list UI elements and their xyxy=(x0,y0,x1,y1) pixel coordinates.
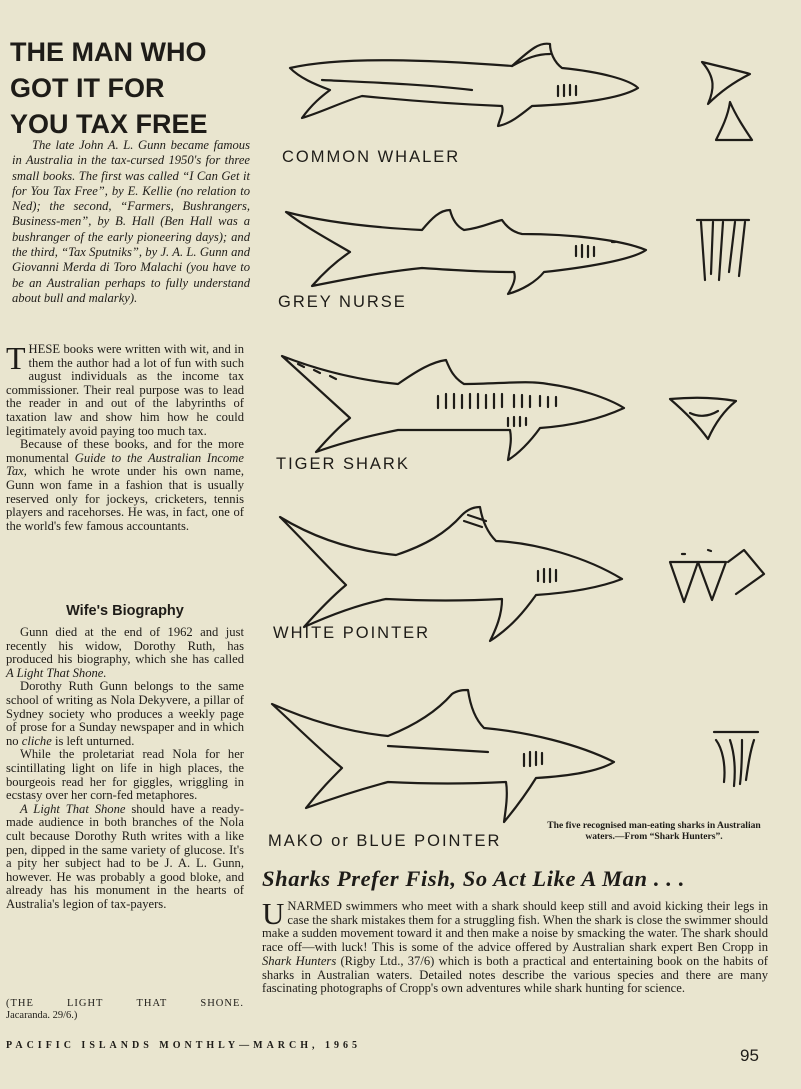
grey-nurse-tooth-icon xyxy=(695,218,755,288)
shark-label-white-pointer: WHITE POINTER xyxy=(273,624,431,642)
body-paragraph: Gunn died at the end of 1962 and just recently his widow, Dorothy Ruth, has produced his biography, which she has called xyxy=(6,625,244,667)
body-paragraph: HESE books were written with wit, and in them the author had a lot of fun with such august individuals as the income tax commissioner. Their real purpose was to lead the reader in and out of the labyrinths of taxation law and show him how he could legitimately avoid paying too much tax. xyxy=(6,342,244,438)
grey-nurse-illustration xyxy=(282,198,652,298)
illustration-caption: The five recognised man-eating sharks in Australian waters.—From “Shark Hunters”. xyxy=(547,820,761,842)
drop-cap: U xyxy=(262,896,285,931)
white-pointer-tooth-icon xyxy=(668,548,768,608)
shark-label-common-whaler: COMMON WHALER xyxy=(282,148,461,166)
shark-label-mako: MAKO or BLUE POINTER xyxy=(268,832,502,850)
shark-article-title: Sharks Prefer Fish, So Act Like A Man . . . xyxy=(262,866,685,891)
body-paragraph: should have a ready-made audience in both branches of the Nola cult because Dorothy Ruth writes with a like pen, dipped in the same variety of glucose. It's a pity her subject had to be J. A. L. Gunn, however. He was probably a good bloke, and already has his monument in the hearts of Australia's legion of tax-payers. xyxy=(6,801,244,911)
headline-line-1: THE MAN WHO xyxy=(10,37,207,67)
body-paragraph: While the proletariat read Nola for her scintillating light on life in high places, the bourgeois read her for giggles, wriggling in ecstasy over her corn-fed metaphores. xyxy=(6,747,244,803)
book-title: Shark Hunters xyxy=(262,953,337,968)
source-word: (THE xyxy=(6,998,34,1009)
book-source-note xyxy=(6,998,244,1022)
book-title: A Light That Shone. xyxy=(6,665,107,680)
headline-line-3: YOU TAX FREE xyxy=(10,109,208,139)
drop-cap: T xyxy=(6,340,26,376)
intro-paragraph: The late John A. L. Gunn became famous in Australia in the tax-cursed 1950's for three small books. The first was called “I Can Get it for You Tax Free”, by E. Kellie (no relation to Ned); the second, “Farmers, Bushrangers, Business-men”, by B. Hall (Ben Hall was a bushranger of the early pioneering days); and the third, “Tax Sputniks”, by J. A. L. Gunn and Giovanni Merda di Toro Malachi (you have to be an Australian perhaps to fully understand about bull and malarky). xyxy=(12,138,250,305)
source-word: SHONE. xyxy=(200,998,244,1009)
source-word: LIGHT xyxy=(66,998,104,1009)
book-title: Guide to the Australian Income Tax, xyxy=(6,450,244,479)
body-section-1 xyxy=(6,340,244,533)
common-whaler-illustration xyxy=(282,38,642,128)
source-publisher: Jacaranda. 29/6.) xyxy=(6,1010,78,1021)
shark-article-body xyxy=(262,896,768,996)
tiger-shark-tooth-icon xyxy=(668,395,738,445)
body-paragraph: Because of these books, and for the more monumental xyxy=(6,437,244,465)
headline-line-2: GOT IT FOR xyxy=(10,73,165,103)
body-paragraph: which he wrote under his own name, Gunn won fame in a fashion that is usually reserved only for jockeys, cricketers, tennis players and racehorses. He was, in fact, one of the world's few famous accountants. xyxy=(6,464,244,533)
section-subhead: Wife's Biography xyxy=(66,603,184,619)
italic-word: cliche xyxy=(21,733,52,748)
tiger-shark-illustration xyxy=(278,350,628,460)
common-whaler-tooth-icon xyxy=(700,60,760,150)
mako-tooth-icon xyxy=(712,730,762,790)
body-section-2 xyxy=(6,626,244,911)
page-headline xyxy=(10,34,260,142)
magazine-footer: PACIFIC ISLANDS MONTHLY—MARCH, 1965 xyxy=(6,1040,362,1051)
shark-label-tiger-shark: TIGER SHARK xyxy=(276,455,410,473)
shark-label-grey-nurse: GREY NURSE xyxy=(278,293,407,311)
book-title: A Light That Shone xyxy=(20,801,126,816)
body-paragraph: is left unturned. xyxy=(51,733,135,748)
mako-illustration xyxy=(268,690,618,830)
body-paragraph: Dorothy Ruth Gunn belongs to the same school of writing as Nola Dekyvere, a pillar of Sydney society who produces a weekly page of prose for a Sunday newspaper and in which no xyxy=(6,679,244,748)
source-word: THAT xyxy=(136,998,168,1009)
article-text: (Rigby Ltd., 37/6) which is both a practical and entertaining book on the habits of sharks in Australian waters. Detailed notes describe the various species and there are many fascinating photographs of Cropp's own adventures while shark hunting for science. xyxy=(262,953,768,996)
article-text: NARMED swimmers who meet with a shark should keep still and avoid kicking their legs in case the shark mistakes them for a struggling fish. When the shark is close the swimmer should make a sudden movement toward it and then make a noise by smacking the water. The shark should race off—with luck! This is some of the advice offered by Australian shark expert Ben Cropp in xyxy=(262,899,768,955)
page-number: 95 xyxy=(740,1046,759,1065)
